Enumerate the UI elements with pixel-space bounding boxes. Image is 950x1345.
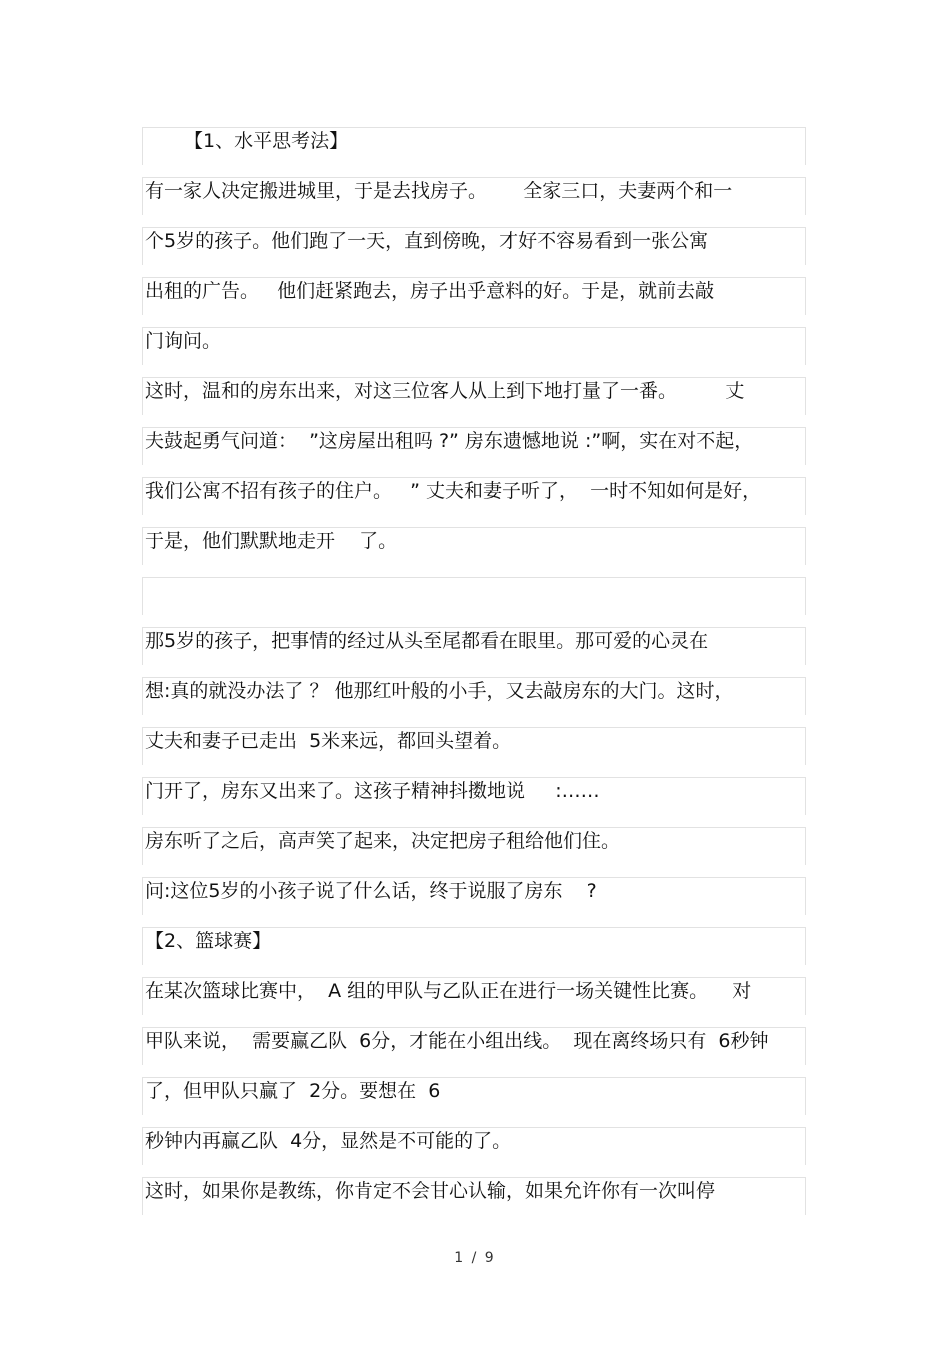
text-line: 了，但甲队只赢了 2分。要想在 6 — [142, 1077, 806, 1115]
text-line: 个5岁的孩子。他们跑了一天，直到傍晚，才好不容易看到一张公寓 — [142, 227, 806, 265]
text-line: 秒钟内再赢乙队 4分，显然是不可能的了。 — [142, 1127, 806, 1165]
text-line: 在某次篮球比赛中， A 组的甲队与乙队正在进行一场关键性比赛。 对 — [142, 977, 806, 1015]
text-line: 房东听了之后，高声笑了起来，决定把房子租给他们住。 — [142, 827, 806, 865]
text-line: 甲队来说， 需要赢乙队 6分，才能在小组出线。 现在离终场只有 6秒钟 — [142, 1027, 806, 1065]
text-line: 这时，如果你是教练，你肯定不会甘心认输，如果允许你有一次叫停 — [142, 1177, 806, 1215]
text-line: 出租的广告。 他们赶紧跑去，房子出乎意料的好。于是，就前去敲 — [142, 277, 806, 315]
section-heading-1: 【1、水平思考法】 — [142, 127, 806, 165]
text-line: 于是，他们默默地走开 了。 — [142, 527, 806, 565]
text-line: 我们公寓不招有孩子的住户。 ” 丈夫和妻子听了， 一时不知如何是好， — [142, 477, 806, 515]
text-line: 想:真的就没办法了 ？ 他那红叶般的小手，又去敲房东的大门。这时， — [142, 677, 806, 715]
text-line: 夫鼓起勇气问道： ”这房屋出租吗 ?” 房东遗憾地说 :”啊，实在对不起， — [142, 427, 806, 465]
text-line: 那5岁的孩子，把事情的经过从头至尾都看在眼里。那可爱的心灵在 — [142, 627, 806, 665]
question-line: 问:这位5岁的小孩子说了什么话，终于说服了房东 ? — [142, 877, 806, 915]
page-number: 1 / 9 — [454, 1250, 496, 1266]
text-line: 这时，温和的房东出来，对这三位客人从上到下地打量了一番。 丈 — [142, 377, 806, 415]
text-line: 有一家人决定搬进城里，于是去找房子。 全家三口，夫妻两个和一 — [142, 177, 806, 215]
text-line: 门询问。 — [142, 327, 806, 365]
text-line: 丈夫和妻子已走出 5米来远，都回头望着。 — [142, 727, 806, 765]
text-line: 门开了，房东又出来了。这孩子精神抖擞地说 :…… — [142, 777, 806, 815]
section-heading-2: 【2、篮球赛】 — [142, 927, 806, 965]
blank-line — [142, 577, 806, 615]
